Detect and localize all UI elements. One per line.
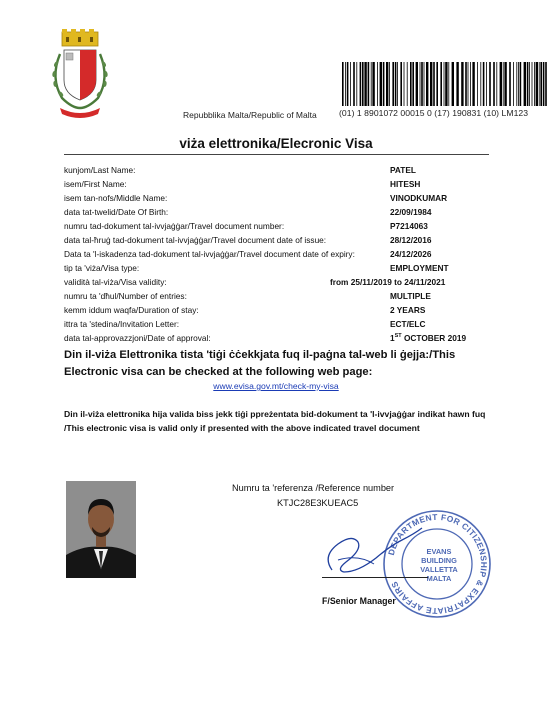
barcode-bar bbox=[350, 62, 351, 106]
stamp-line: VALLETTA bbox=[420, 565, 458, 574]
barcode-bar bbox=[420, 62, 421, 106]
barcode-bar bbox=[504, 62, 506, 106]
barcode-bar bbox=[377, 62, 378, 106]
barcode-bar bbox=[520, 62, 522, 106]
field-label: data tal-approvazzjoni/Date of approval: bbox=[64, 333, 211, 343]
barcode-bar bbox=[426, 62, 428, 106]
approval-month-year: OCTOBER 2019 bbox=[401, 333, 467, 343]
barcode-bar bbox=[424, 62, 425, 106]
barcode-bar bbox=[389, 62, 390, 106]
barcode-bar bbox=[371, 62, 372, 106]
field-value: 2 YEARS bbox=[390, 305, 426, 315]
field-invitation-letter bbox=[64, 319, 484, 332]
field-duration-of-stay bbox=[64, 305, 484, 318]
field-value: ECT/ELC bbox=[390, 319, 426, 329]
field-label: isem/First Name: bbox=[64, 179, 127, 189]
barcode-bar bbox=[496, 62, 497, 106]
document-title: viża elettronika/Elecronic Visa bbox=[179, 136, 373, 151]
shield bbox=[64, 50, 96, 100]
barcode-bar bbox=[342, 62, 344, 106]
field-label: data tal-ħruġ tad-dokument tal-ivvjaġġar/Travel document date of issue: bbox=[64, 235, 327, 245]
field-label: isem tan-nofs/Middle Name: bbox=[64, 193, 168, 203]
field-value: MULTIPLE bbox=[390, 291, 431, 301]
barcode-bar bbox=[353, 62, 355, 106]
field-value: VINODKUMAR bbox=[390, 193, 448, 203]
coat-of-arms-emblem bbox=[44, 28, 116, 120]
barcode-bar bbox=[503, 62, 504, 106]
field-first-name bbox=[64, 179, 484, 192]
field-value: HITESH bbox=[390, 179, 421, 189]
barcode-bar bbox=[489, 62, 491, 106]
republic-label: Repubblika Malta/Republic of Malta bbox=[183, 110, 317, 120]
stamp-line: EVANS bbox=[426, 547, 452, 556]
reference-number-label: Numru ta 'referenza /Reference number bbox=[232, 483, 395, 493]
barcode-bar bbox=[483, 62, 485, 106]
verification-notice: Din il-viża Elettronika tista 'tiġi ċċekkjata fuq il-paġna tal-web li ġejja:/This Electronic visa can be checked at the following web page: bbox=[64, 349, 456, 378]
field-value: 22/09/1984 bbox=[390, 207, 432, 217]
field-label: numru ta 'dħul/Number of entries: bbox=[64, 291, 187, 301]
field-label: validità tal-viża/Visa validity: bbox=[64, 277, 167, 287]
barcode-bar bbox=[392, 62, 394, 106]
barcode-bar bbox=[440, 62, 442, 106]
signature-line bbox=[322, 577, 428, 578]
barcode-bar bbox=[480, 62, 481, 106]
barcode-bar bbox=[529, 62, 530, 106]
barcode-bar bbox=[500, 62, 502, 106]
barcode-bar bbox=[527, 62, 529, 106]
barcode-bar bbox=[433, 62, 435, 106]
verification-link[interactable]: www.evisa.gov.mt/check-my-visa bbox=[213, 381, 339, 391]
field-last-name bbox=[64, 165, 484, 178]
barcode-bar bbox=[383, 62, 385, 106]
barcode-bar bbox=[395, 62, 397, 106]
barcode-bar bbox=[513, 62, 514, 106]
barcode-bar bbox=[468, 62, 469, 106]
barcode-bar bbox=[536, 62, 538, 106]
barcode-bar bbox=[416, 62, 418, 106]
barcode-bar bbox=[362, 62, 364, 106]
barcode-bar bbox=[386, 62, 388, 106]
barcode-bar bbox=[545, 62, 547, 106]
barcode-bar bbox=[461, 62, 463, 106]
applicant-photo bbox=[66, 481, 136, 578]
stamp-line: BUILDING bbox=[421, 556, 457, 565]
field-number-of-entries bbox=[64, 291, 484, 304]
barcode-bar bbox=[407, 62, 408, 106]
barcode-bar bbox=[356, 62, 357, 106]
barcode-bar bbox=[360, 62, 362, 106]
field-label: Data ta 'l-iskadenza tad-dokument tal-ivvjaġġar/Travel document date of expiry: bbox=[64, 249, 355, 259]
barcode-text: (01) 1 8901072 00015 0 (17) 190831 (10) LM123 bbox=[339, 108, 529, 118]
approval-day-suffix: ST bbox=[394, 333, 402, 340]
barcode bbox=[341, 62, 549, 106]
field-value: 28/12/2016 bbox=[390, 235, 432, 245]
barcode-bar bbox=[444, 62, 445, 106]
field-value: EMPLOYMENT bbox=[390, 263, 449, 273]
barcode-bar bbox=[516, 62, 517, 106]
title-divider bbox=[64, 154, 489, 155]
barcode-bar bbox=[452, 62, 454, 106]
barcode-bar bbox=[364, 62, 366, 106]
field-travel-doc-number bbox=[64, 221, 484, 234]
field-label: kunjom/Last Name: bbox=[64, 165, 136, 175]
validity-notice: Din il-viża elettronika hija valida biss jekk tiġi ppreżentata bid-dokument ta 'l-ivvjaġġar indikat hawn fuq /This electronic visa is valid only if presented with the above indicated travel document bbox=[64, 409, 486, 433]
barcode-bar bbox=[380, 62, 382, 106]
approval-day: 1 bbox=[390, 333, 395, 343]
field-label: data tat-twelid/Date Of Birth: bbox=[64, 207, 169, 217]
barcode-bar bbox=[456, 62, 458, 106]
barcode-bar bbox=[436, 62, 438, 106]
barcode-bar bbox=[477, 62, 478, 106]
stamp-line: MALTA bbox=[426, 574, 452, 583]
field-expiry-date bbox=[64, 249, 484, 262]
handwritten-signature bbox=[318, 520, 428, 590]
barcode-bar bbox=[465, 62, 467, 106]
barcode-bar bbox=[540, 62, 542, 106]
field-visa-type bbox=[64, 263, 484, 276]
field-value: PATEL bbox=[390, 165, 416, 175]
ribbon bbox=[60, 108, 100, 118]
barcode-bar bbox=[404, 62, 405, 106]
barcode-bar bbox=[518, 62, 519, 106]
barcode-bar bbox=[410, 62, 412, 106]
signatory-title: F/Senior Manager bbox=[322, 596, 396, 606]
barcode-bar bbox=[493, 62, 495, 106]
barcode-bar bbox=[372, 62, 374, 106]
barcode-bar bbox=[532, 62, 533, 106]
field-middle-name bbox=[64, 193, 484, 206]
barcode-bar bbox=[470, 62, 471, 106]
barcode-bar bbox=[347, 62, 349, 106]
field-value bbox=[390, 333, 466, 343]
barcode-bar bbox=[543, 62, 545, 106]
field-date-of-approval bbox=[64, 333, 484, 346]
reference-number-value: KTJC28E3KUEAC5 bbox=[277, 498, 359, 508]
barcode-bar bbox=[345, 62, 346, 106]
stamp-ring-text: DEPARTMENT FOR CITIZENSHIP & EXPATRIATE AFFAIRS bbox=[385, 511, 490, 617]
field-label: tip ta 'viża/Visa type: bbox=[64, 263, 140, 273]
barcode-bar bbox=[368, 62, 370, 106]
barcode-bar bbox=[448, 62, 449, 106]
barcode-bar bbox=[534, 62, 535, 106]
barcode-bar bbox=[472, 62, 474, 106]
barcode-bar bbox=[524, 62, 526, 106]
field-label: ittra ta 'stedina/Invitation Letter: bbox=[64, 319, 180, 329]
barcode-bar bbox=[421, 62, 423, 106]
field-value: 24/12/2026 bbox=[390, 249, 432, 259]
barcode-bar bbox=[539, 62, 540, 106]
barcode-bar bbox=[397, 62, 398, 106]
field-visa-validity bbox=[64, 277, 484, 290]
field-value: P7214063 bbox=[390, 221, 428, 231]
field-value: from 25/11/2019 to 24/11/2021 bbox=[330, 277, 446, 287]
barcode-bar bbox=[509, 62, 511, 106]
barcode-bar bbox=[445, 62, 447, 106]
mural-crown bbox=[62, 29, 98, 46]
field-date-of-birth bbox=[64, 207, 484, 220]
field-label: numru tad-dokument tal-ivvjaġġar/Travel document number: bbox=[64, 221, 285, 231]
barcode-bar bbox=[400, 62, 402, 106]
barcode-bar bbox=[430, 62, 432, 106]
barcode-bar bbox=[486, 62, 487, 106]
field-issue-date bbox=[64, 235, 484, 248]
barcode-bar bbox=[412, 62, 414, 106]
field-label: kemm iddum waqfa/Duration of stay: bbox=[64, 305, 199, 315]
